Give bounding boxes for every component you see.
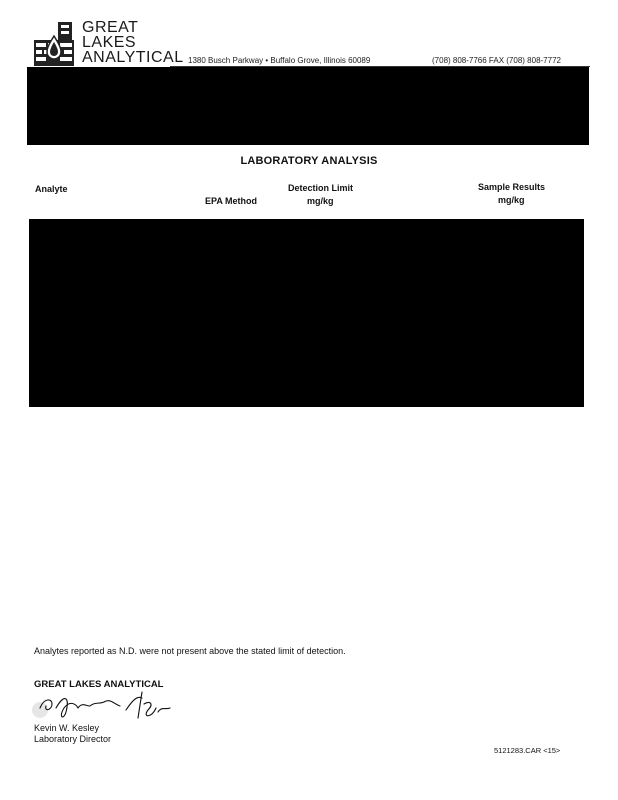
- page-title: LABORATORY ANALYSIS: [240, 155, 378, 167]
- column-header-detection-limit: Detection Limit: [288, 183, 354, 193]
- signature-company: GREAT LAKES ANALYTICAL: [34, 679, 164, 690]
- signer-title: Laboratory Director: [34, 734, 112, 744]
- column-header-results-unit: mg/kg: [498, 195, 525, 205]
- column-header-detection-unit: mg/kg: [307, 196, 334, 206]
- logo-line-1: GREAT: [82, 19, 139, 36]
- redaction-block-results: [29, 219, 584, 407]
- column-header-analyte: Analyte: [35, 184, 68, 194]
- signer-name: Kevin W. Kesley: [34, 723, 100, 733]
- company-address: 1380 Busch Parkway • Buffalo Grove, Illinois 60089: [188, 56, 371, 65]
- logo-wordmark: [82, 20, 184, 65]
- document-id: 5121283.CAR <15>: [494, 746, 561, 755]
- column-header-sample-results: Sample Results: [478, 182, 546, 192]
- redaction-block-client-info: [27, 67, 589, 145]
- column-header-epa-method: EPA Method: [205, 196, 257, 206]
- company-phone-fax: (708) 808-7766 FAX (708) 808-7772: [432, 56, 561, 65]
- detection-note: Analytes reported as N.D. were not present above the stated limit of detection.: [34, 646, 346, 656]
- logo-icon: [34, 22, 74, 66]
- logo-line-3: ANALYTICAL: [82, 49, 184, 66]
- logo-line-2: LAKES: [82, 34, 137, 51]
- signature-image: [30, 688, 180, 724]
